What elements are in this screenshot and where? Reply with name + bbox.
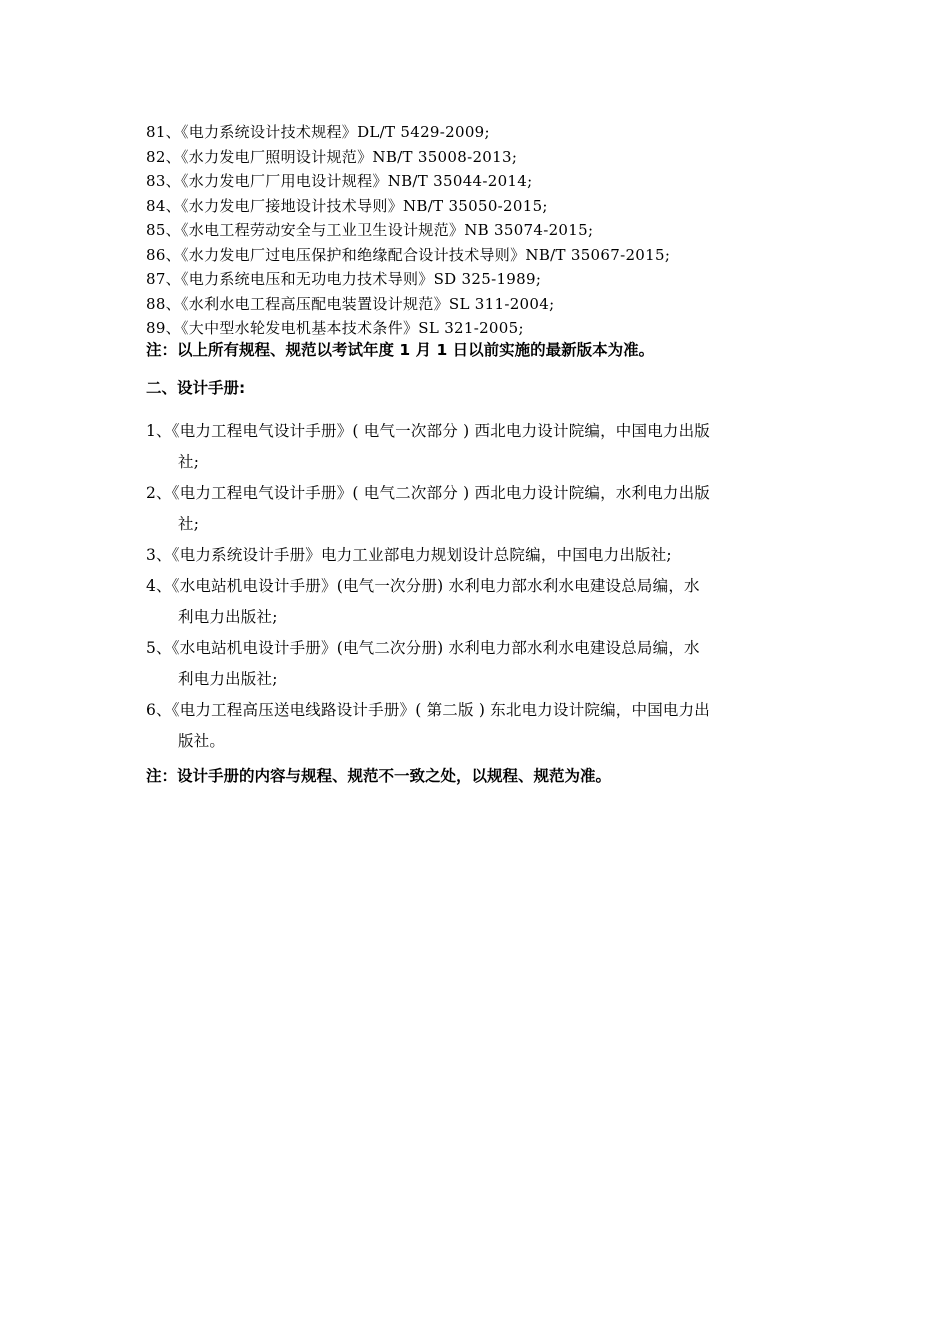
- manual-item: [146, 633, 810, 695]
- standard-item: 81、《电力系统设计技术规程》DL/T 5429-2009;: [146, 123, 490, 141]
- manual-line-continued: 社;: [178, 453, 200, 471]
- manual-item: [146, 571, 810, 633]
- section-heading-design-manuals: 二、设计手册:: [146, 379, 246, 397]
- manual-line-continued: 社;: [178, 515, 200, 533]
- manual-line: 5、《水电站机电设计手册》(电气二次分册) 水利电力部水利水电建设总局编，水: [146, 639, 700, 657]
- standard-item: 83、《水力发电厂厂用电设计规程》NB/T 35044-2014;: [146, 172, 533, 190]
- manual-item: [146, 478, 810, 540]
- manual-line: 4、《水电站机电设计手册》(电气一次分册) 水利电力部水利水电建设总局编，水: [146, 577, 700, 595]
- manual-item: [146, 416, 810, 478]
- manuals-list: [146, 416, 810, 757]
- manual-line: 1、《电力工程电气设计手册》( 电气一次部分 ) 西北电力设计院编，中国电力出版: [146, 422, 710, 440]
- standard-item: 82、《水力发电厂照明设计规范》NB/T 35008-2013;: [146, 147, 518, 166]
- manuals-note: 注：设计手册的内容与规程、规范不一致之处，以规程、规范为准。: [146, 767, 612, 785]
- manual-line: 6、《电力工程高压送电线路设计手册》( 第二版 ) 东北电力设计院编，中国电力出: [146, 701, 710, 719]
- standard-item: 89、《大中型水轮发电机基本技术条件》SL 321-2005;: [146, 319, 524, 337]
- manual-line: 3、《电力系统设计手册》电力工业部电力规划设计总院编，中国电力出版社;: [146, 546, 672, 564]
- standard-item: 84、《水力发电厂接地设计技术导则》NB/T 35050-2015;: [146, 196, 548, 215]
- standards-list: [146, 120, 826, 341]
- standard-item: 85、《水电工程劳动安全与工业卫生设计规范》NB 35074-2015;: [146, 221, 594, 239]
- standard-item: 88、《水利水电工程高压配电装置设计规范》SL 311-2004;: [146, 294, 555, 313]
- manual-item: [146, 695, 810, 757]
- manual-item: [146, 540, 810, 571]
- manual-line-continued: 利电力出版社;: [178, 608, 278, 626]
- standards-note: 注：以上所有规程、规范以考试年度 1 月 1 日以前实施的最新版本为准。: [146, 341, 655, 359]
- manual-line-continued: 版社。: [178, 732, 226, 750]
- manual-line: 2、《电力工程电气设计手册》( 电气二次部分 ) 西北电力设计院编，水利电力出版: [146, 484, 710, 502]
- standard-item: 86、《水力发电厂过电压保护和绝缘配合设计技术导则》NB/T 35067-2015;: [146, 245, 671, 264]
- manual-line-continued: 利电力出版社;: [178, 670, 278, 688]
- standard-item: 87、《电力系统电压和无功电力技术导则》SD 325-1989;: [146, 270, 542, 288]
